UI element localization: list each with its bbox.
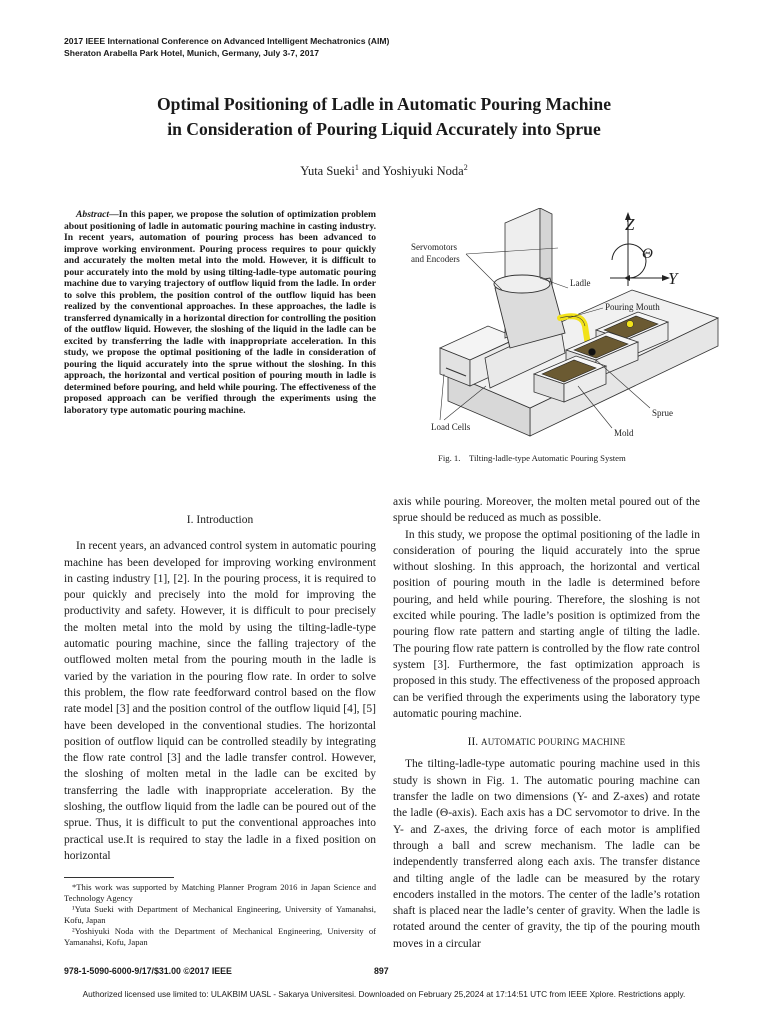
label-servomotors: Servomotors bbox=[411, 242, 457, 252]
label-encoders: and Encoders bbox=[411, 254, 460, 264]
author-1-affil: 1 bbox=[354, 163, 359, 172]
figure-1 bbox=[400, 208, 720, 453]
right-column bbox=[393, 494, 700, 952]
abstract-label: Abstract bbox=[76, 209, 110, 220]
label-load-cells: Load Cells bbox=[431, 422, 471, 432]
page-number: 897 bbox=[374, 966, 389, 976]
author-1: Yuta Sueki bbox=[300, 164, 355, 179]
footnotes bbox=[64, 877, 376, 948]
conference-header bbox=[64, 35, 389, 59]
label-sprue: Sprue bbox=[652, 408, 673, 418]
intro-paragraph-1: In recent years, an advanced control system in automatic pouring machine has been developed for improving working environment in casting industry [1], [2]. In the pouring process, it is required to pour quickly and precisely into the mold for improving the productivity and safety. However, it is difficult to pour precisely the molten metal into the mold by using the tilting-ladle-type automatic pouring machine, since the falling trajectory of the outflowed molten metal from the pouring mouth in the ladle is varied by the variation in the pouring flow rate. In order to solve this problem, the flow rate feedforward control based on the flow rate model [3] and the position control of the outflow liquid [4], [5] have been developed in the conventional studies. The horizontal position of outflow liquid can be controlled steadily by integrating the flow rate control [3] and the ladle transfer control. However, the sloshing of molten metal in the ladle can be excited by transferring the ladle with inappropriate acceleration. By the sloshing, the outflow liquid from the ladle can be poured out of the sprue. Thus, it is difficult to put the conventional approaches into practical use.It is required to stay the ladle in a fixed position on horizontal bbox=[64, 540, 376, 862]
label-pouring-mouth: Pouring Mouth bbox=[605, 302, 660, 312]
left-column bbox=[64, 512, 376, 864]
footnote-author-1: ¹Yuta Sueki with Department of Mechanical Engineering, University of Yamanahsi, Kofu, Japan bbox=[64, 904, 376, 925]
label-theta-axis: Θ bbox=[642, 246, 653, 262]
label-ladle: Ladle bbox=[570, 278, 591, 288]
intro-paragraph-1-continued: axis while pouring. Moreover, the molten metal poured out of the sprue should be reduced as much as possible. bbox=[393, 496, 700, 525]
section-2-heading: II. AUTOMATIC POURING MACHINE bbox=[467, 736, 626, 749]
footnote-funding: *This work was supported by Matching Planner Program 2016 in Japan Science and Technology Agency bbox=[64, 882, 376, 903]
author-list bbox=[40, 163, 728, 179]
abstract-text: In this paper, we propose the solution of optimization problem about positioning of ladle in automatic pouring machine in casting industry. In recent years, automation of pouring process has been advanced to improve working environment. Pouring process requires to pour quickly and accurately the molten metal into the mold. However, it is difficult to pour accurately into the mold by using tilting-ladle-type automatic pouring machine due to varying trajectory of outflow liquid from the ladle. In order to solve this problem, the position control of the outflow liquid has been realized by the conventional approaches. In these approaches, the ladle is transferred dynamically in a horizontal direction for controlling the position of the outflow liquid. However, the sloshing of the liquid in the ladle can be excited by transferring the ladle with inappropriate acceleration. In this study, we propose the optimal positioning of the ladle in consideration of pouring the liquid accurately into the sprue without the sloshing. In this approach, the horizontal and vertical position of pouring mouth in ladle is determined before pouring, and held while pouring. The effectiveness of the proposed approach can be verified through the experiments using the laboratory type automatic pouring machine. bbox=[64, 209, 376, 416]
footnote-author-2: ²Yoshiyuki Noda with the Department of Mechanical Engineering, University of Yamanahsi, Kofu, Japan bbox=[64, 926, 376, 947]
label-y-axis: Y bbox=[668, 269, 678, 288]
figure-1-caption: Fig. 1. Tilting-ladle-type Automatic Pouring System bbox=[438, 453, 626, 463]
author-2: Yoshiyuki Noda bbox=[382, 164, 464, 179]
license-notice: Authorized licensed use limited to: ULAKBIM UASL - Sakarya Universitesi. Downloaded on February 25,2024 at 17:14:51 UTC from IEEE Xplore. Restrictions apply. bbox=[82, 989, 686, 999]
label-mold: Mold bbox=[614, 428, 634, 438]
abstract bbox=[64, 209, 376, 416]
pouring-machine-diagram bbox=[400, 208, 720, 453]
footer-isbn: 978-1-5090-6000-9/17/$31.00 ©2017 IEEE bbox=[64, 966, 232, 976]
label-z-axis: Z bbox=[625, 215, 635, 234]
abstract-dash: — bbox=[109, 209, 119, 220]
section-2-paragraph-1: The tilting-ladle-type automatic pouring machine used in this study is shown in Fig. 1. The automatic pouring machine can transfer the ladle on two dimensions (Y- and Z-axes) and rotate the ladle (Θ-axis). Each axis has a DC servomotor to drive. In the Y- and Z-axes, the driving force of each motor is amplified through a ball and screw mechanism. The ladle can be independently transferred along each axis. The transfer distance and tilting angle of the ladle can be measured by the rotary encoders installed in the motors. The center of the ladle’s rotation shaft is placed near the ladle’s center of gravity. When the ladle is rotated around the center of gravity, the tip of the pouring mouth moves in a circular bbox=[393, 758, 700, 950]
conference-name: 2017 IEEE International Conference on Advanced Intelligent Mechatronics (AIM) bbox=[64, 36, 390, 46]
paper-title bbox=[40, 92, 728, 142]
intro-paragraph-2: In this study, we propose the optimal positioning of the ladle in consideration of pouring the liquid accurately into the sprue without sloshing. In this approach, the horizontal and vertical position of pouring mouth in the ladle is determined before pouring, and held while pouring. Therefore, the sloshing is not excited while pouring. The ladle’s position is optimized from the pouring flow rate pattern and starting angle of tilting the ladle. The pouring flow rate pattern is controlled by the flow rate control system [3]. Furthermore, the fast optimization approach is proposed in this study. The effectiveness of the proposed approach can be verified through the experiments using the laboratory type automatic pouring machine. bbox=[393, 528, 700, 720]
conference-venue: Sheraton Arabella Park Hotel, Munich, Germany, July 3-7, 2017 bbox=[64, 48, 320, 58]
title-line-1: Optimal Positioning of Ladle in Automatic Pouring Machine bbox=[156, 94, 612, 114]
author-conjunction: and bbox=[358, 164, 383, 179]
title-line-2: in Consideration of Pouring Liquid Accurately into Sprue bbox=[167, 119, 601, 139]
footnote-rule bbox=[64, 877, 174, 878]
author-2-affil: 2 bbox=[463, 163, 468, 172]
section-1-heading: I. Introduction bbox=[186, 514, 254, 526]
